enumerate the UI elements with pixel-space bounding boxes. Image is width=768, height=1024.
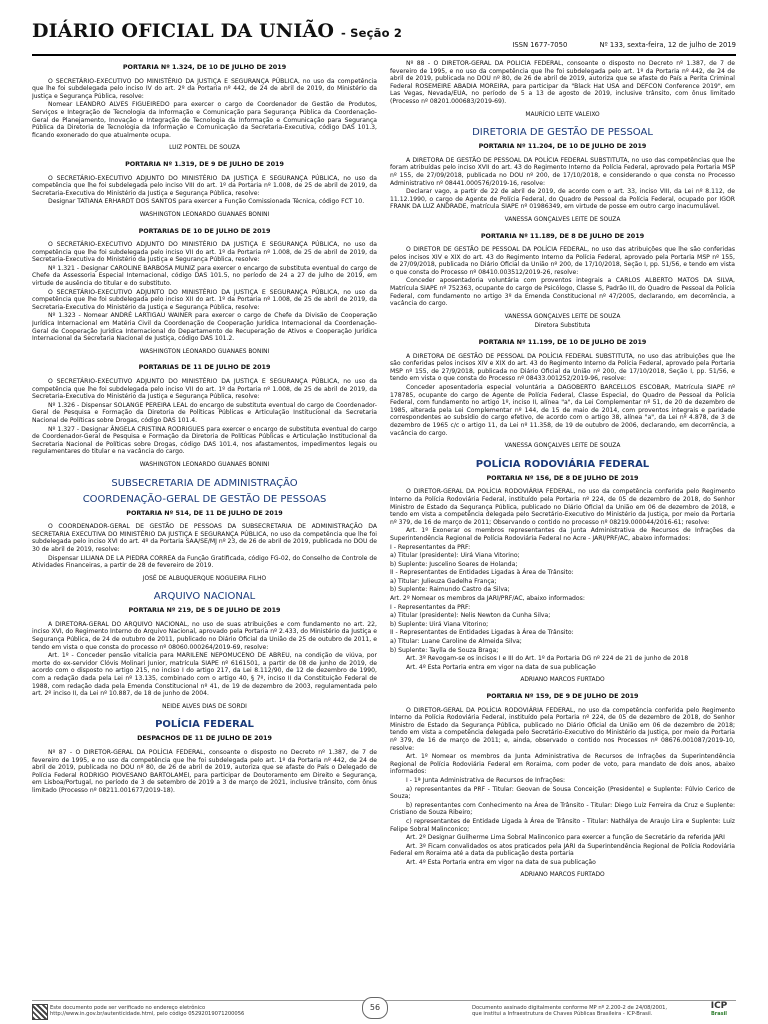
signature-note xyxy=(472,1005,692,1017)
paragraph: O DIRETOR DE GESTÃO DE PESSOAL DA POLÍCIA FEDERAL, no uso das atribuições que lhe são conferidas pelos incisos XIV e XIX do art. 43 do Regimento Interno da Polícia Federal, aprovado pela Portaria MSP nº 155, de 27/09/2018, publicada no Diário Oficial da União nº 200, de 17/10/2018, Seção I, pp. 51/56, e tendo em vista o que consta do Processo nº 08410.003512/2019-26, resolve: xyxy=(390,246,735,276)
icp-logo-text: ICP xyxy=(710,1001,728,1011)
list-line: b) Suplente: Taylla de Souza Braga; xyxy=(390,646,499,654)
left-column xyxy=(32,60,377,995)
edition-label: Nº 133, sexta-feira, 12 de julho de 2019 xyxy=(599,41,736,49)
paragraph: O DIRETOR-GERAL DA POLÍCIA RODOVIÁRIA FEDERAL, no uso da competência conferida pelo Regimento Interno da Polícia Rodoviária Federal, instituído pela Portaria nº 224, de 05 de dezembro de 2018, do Senhor Ministro de Estado da Segurança Pública, publicado no Diário Oficial da União em 06 de dezembro de 2018, e tendo em vista a competência delegada pelo Secretário-Executivo do Ministério da Justiça, por meio da Portaria nº 379, de 16 de março de 2011; Observando o contido no processo nº 08219.000044/2016-61; resolve: xyxy=(390,488,735,526)
paragraph: O SECRETÁRIO-EXECUTIVO ADJUNTO DO MINISTÉRIO DA JUSTIÇA E SEGURANÇA PÚBLICA, no uso da competência que lhe foi subdelegada pelo inciso VIII do art. 1º da Portaria nº 1.008, de 25 de abril de 2019, da Secretaria-Executiva do Ministério da Justiça e Segurança Pública, resolve: xyxy=(32,174,377,197)
paragraph: Art. 2º Designar Guilherme Lima Sobral Malinconico para exercer a função de Secretário da referida JARI xyxy=(406,834,725,842)
paragraph: O SECRETÁRIO-EXECUTIVO ADJUNTO DO MINISTÉRIO DA JUSTIÇA E SEGURANÇA PÚBLICA, no uso da competência que lhe foi subdelegada pelo inciso XII do art. 1º da Portaria nº 1.008, de 25 de abril de 2019, da Secretaria-Executiva do Ministério da Justiça e Segurança Pública, resolve: xyxy=(32,288,377,311)
act-title: PORTARIAS DE 11 DE JULHO DE 2019 xyxy=(138,363,271,372)
act-title: DESPACHOS DE 11 DE JULHO DE 2019 xyxy=(137,734,272,743)
paragraph: Art. 1º - Conceder pensão vitalícia para MARILENE NEPOMUCENO DE ABREU, na condição de viúva, por morte do ex-servidor Clóvis Molinari Junior, matrícula SIAPE nº 6161501, a partir de 08 de junho de 2019, de acordo com o disposto no artigo 215, no inciso I do artigo 217, da Lei 8.112/90, de 12 de dezembro de 1990, com a redação dada pela Lei nº 13.135, combinado com o artigo 40, § 7º, inciso II da Constituição Federal de 1988, com redação dada pela Emenda Constitucional nº 41, de 19 de dezembro de 2003, regulamentada pelo art. 2º inciso II, da Lei nº 10.887, de 18 de junho de 2004. xyxy=(32,652,377,698)
list-line: b) Suplente: Juscelino Soares de Holanda; xyxy=(390,560,518,568)
organ-heading: DIRETORIA DE GESTÃO DE PESSOAL xyxy=(472,127,653,139)
qr-code-icon xyxy=(32,1004,48,1020)
list-line: Art. 2º Nomear os membros da JARI/PRF/AC, abaixo informados: xyxy=(390,595,585,603)
paragraph: Nº 87 - O DIRETOR-GERAL DA POLÍCIA FEDERAL, consoante o disposto no Decreto nº 1.387, de 7 de fevereiro de 1995, e no uso da competência que lhe foi subdelegada pelo art. 1º da Portaria nº 442, de 24 de abril de 2019, publicada no DOU nº 80, de 26 de abril de 2019, autoriza que se afaste do País o Delegado de Polícia Federal RODRIGO PIOVESANO BARTOLAMEI, para participar de Doutoramento em Direito e Segurança, em Lisboa/Portugal, no período de 3 de setembro de 2019 a 3 de março de 2021, inclusive trânsito, com ônus limitado (Processo nº 08211.001677/2019-18). xyxy=(32,749,377,794)
signature: WASHINGTON LEONARDO GUANAES BONINI xyxy=(139,348,270,355)
list-line: b) Suplente: Uirá Viana Vitorino; xyxy=(390,620,489,628)
organ-heading: SUBSECRETARIA DE ADMINISTRAÇÃO xyxy=(111,477,298,489)
list-line: a) Titular: Julieuza Gadelha França; xyxy=(390,577,497,585)
paragraph: O SECRETÁRIO-EXECUTIVO DO MINISTÉRIO DA JUSTIÇA E SEGURANÇA PÚBLICA, no uso da competência que lhe foi subdelegada pelo inciso IV do art. 2º da Portaria nº 442, de 24 de abril de 2019, do Ministério da Justiça e Segurança Pública, resolve: xyxy=(32,77,377,100)
signature-role: Diretora Substituta xyxy=(534,323,591,330)
list-line: a) Titular: Luane Caroline de Almeida Silva; xyxy=(390,638,522,646)
paragraph: Art. 1º Nomear os membros da Junta Administrativa de Recursos de Infrações da Superintendência Regional de Polícia Rodoviária Federal em Roraima, com poder de voto, para mandato de dois anos, abaixo informados: xyxy=(390,753,735,776)
act-title: PORTARIA Nº 156, DE 8 DE JULHO DE 2019 xyxy=(486,473,639,482)
newspaper-title: DIÁRIO OFICIAL DA UNIÃO xyxy=(32,20,335,42)
paragraph: a) representantes da PRF - Titular: Geovan de Sousa Conceição (Presidente) e Suplente: Fúlvio Cerico de Souza; xyxy=(390,785,735,801)
header-meta xyxy=(482,42,736,50)
paragraph: Nº 1.321 - Designar CAROLINE BARBOSA MUNIZ para exercer o encargo de substituta eventual do cargo de Chefe da Assessoria Especial Internacional, código DAS 101.5, no período de 24 a 27 de julho de 2019, em virtude de ausência do titular e do substituto. xyxy=(32,264,377,288)
paragraph: b) representantes com Conhecimento na Área de Trânsito - Titular: Diego Luiz Ferreira da Cruz e Suplente: Cristiano de Souza Ribeiro; xyxy=(390,801,735,817)
paragraph: Dispensar LILIANA DE LA PIEDRA CORREA da Função Gratificada, código FG-02, do Conselho de Controle de Atividades Financeiras, a partir de 28 de fevereiro de 2019. xyxy=(32,554,377,570)
paragraph: Nº 1.326 - Dispensar SOLANGE PEREIRA LEAL do encargo de substituta eventual do cargo de Coordenador-Geral de Pesquisa e Formação da Diretoria de Políticas Públicas e Articulação Institucional da Secretaria Nacional de Políticas sobre Drogas, código DAS 101.4. xyxy=(32,401,377,424)
paragraph: Art. 3º Revogam-se os incisos I e III do Art. 1º da Portaria DG nº 224 de 21 de junho de 2018 xyxy=(406,655,689,663)
right-column xyxy=(390,60,735,995)
signature: LUIZ PONTEL DE SOUZA xyxy=(169,145,240,152)
signature: ADRIANO MARCOS FURTADO xyxy=(520,872,605,879)
verification-link[interactable]: http://www.in.gov.br/autenticidade.html, pelo código 05292019071200056 xyxy=(50,1011,245,1018)
issn-label: ISSN 1677-7050 xyxy=(512,41,568,49)
organ-heading: POLÍCIA FEDERAL xyxy=(155,719,254,731)
signature: VANESSA GONÇALVES LEITE DE SOUZA xyxy=(504,443,621,450)
section-label: - Seção 2 xyxy=(340,26,403,40)
act-title: PORTARIA Nº 514, DE 11 DE JULHO DE 2019 xyxy=(126,508,283,517)
paragraph: Designar TATIANA ERHARDT DOS SANTOS para exercer a Função Comissionada Técnica, código FCT 10. xyxy=(48,198,365,206)
verification-note xyxy=(50,1005,270,1017)
signature: NEIDE ALVES DIAS DE SORDI xyxy=(162,703,247,710)
paragraph: Nomear LEANDRO ALVES FIGUEIREDO para exercer o cargo de Coordenador de Gestão de Produtos, Serviços e Integração de Tecnologia da Informação e Comunicação para Segurança Pública da Coordenação-Geral de Planejamento, Inovação e Integração de Tecnologia da Informação e Comunicação para Segurança Pública da Diretoria de Tecnologia da Informação e Comunicação da Secretaria-Executiva, código DAS 101.3, ficando exonerado do que atualmente ocupa. xyxy=(32,101,377,139)
list-line: II - Representantes de Entidades Ligadas à Área de Trânsito: xyxy=(390,629,574,637)
signature: WASHINGTON LEONARDO GUANAES BONINI xyxy=(139,461,270,468)
paragraph: Conceder aposentadoria voluntária com proventos integrais a CARLOS ALBERTO MATOS DA SILVA, Matrícula SIAPE nº 752363, ocupante do cargo de Psicólogo, Classe S, Padrão III, do Quadro de Pessoal da Polícia Federal, com fundamento no artigo 3º da Emenda Constitucional nº 47/2005, declarando, em decorrência, a vacância do cargo. xyxy=(390,277,735,308)
act-title: PORTARIA Nº 11.204, DE 10 DE JULHO DE 2019 xyxy=(478,142,647,151)
list-line: a) Titular (presidente): Nelis Newton da Cunha Silva; xyxy=(390,612,551,620)
act-title: PORTARIAS DE 10 DE JULHO DE 2019 xyxy=(138,226,271,235)
paragraph: I - 1ª Junta Administrativa de Recursos de Infrações: xyxy=(406,776,566,784)
icp-logo-subtext: Brasil xyxy=(710,1011,728,1017)
list-line: I - Representantes da PRF: xyxy=(390,543,471,551)
signature: JOSÉ DE ALBUQUERQUE NOGUEIRA FILHO xyxy=(142,575,267,582)
signature: VANESSA GONÇALVES LEITE DE SOUZA xyxy=(504,313,621,320)
organ-heading: ARQUIVO NACIONAL xyxy=(153,591,256,603)
verification-line-1: Este documento pode ser verificado no endereço eletrônico xyxy=(50,1005,206,1011)
header-rule xyxy=(32,54,736,56)
act-title: PORTARIA Nº 159, DE 9 DE JULHO DE 2019 xyxy=(486,692,639,700)
paragraph: O COORDENADOR-GERAL DE GESTÃO DE PESSOAS DA SUBSECRETARIA DE ADMINISTRAÇÃO DA SECRETARIA EXECUTIVA DO MINISTÉRIO DA JUSTIÇA E SEGURANÇA PÚBLICA, no uso da competência que lhe foi subdelegada pelo inciso XVI do art. 4º da Portaria SAA/SE/MJ nº 23, de 26 de abril de 2019, publicada no DOU de 30 de abril de 2019, resolve: xyxy=(32,523,377,553)
list-line: a) Titular (presidente): Uirá Viana Vitorino; xyxy=(390,552,520,560)
act-title: PORTARIA Nº 1.319, DE 9 DE JULHO DE 2019 xyxy=(125,159,284,168)
paragraph: Art. 4º Esta Portaria entra em vigor na data de sua publicação xyxy=(406,663,596,671)
signature-line-1: Documento assinado digitalmente conforme MP nº 2.200-2 de 24/08/2001, xyxy=(472,1005,668,1011)
page-header xyxy=(32,6,736,49)
paragraph: Nº 88 - O DIRETOR-GERAL DA POLÍCIA FEDERAL, consoante o disposto no Decreto nº 1.387, de 7 de fevereiro de 1995, e no uso da competência que lhe foi subdelegada pelo art. 1º da Portaria nº 442, de 24 de abril de 2019, publicada no DOU nº 80, de 26 de abril de 2019, autoriza que se afaste do País a Perita Criminal Federal ROSEMEIRE ABADIA MOREIRA, para participar da "Black Hat USA and DEFCON Conference 2019", em Las Vegas, Nevada/EUA, no período de 5 a 13 de agosto de 2019, inclusive trânsito, com ônus limitado (Processo nº 08201.000683/2019-69). xyxy=(390,60,735,105)
paragraph: Nº 1.327 - Designar ÂNGELA CRISTINA RODRIGUES para exercer o encargo de substituta eventual do cargo de Coordenador-Geral de Pesquisa e Formação da Diretoria de Políticas Públicas e Articulação Institucional da Secretaria Nacional de Políticas sobre Drogas, código DAS 101.4, nos afastamentos, impedimentos legais ou regulamentares do titular e na vacância do cargo. xyxy=(32,425,377,456)
paragraph: Art. 4º Esta Portaria entra em vigor na data de sua publicação xyxy=(406,858,596,866)
paragraph: O DIRETOR-GERAL DA POLÍCIA RODOVIÁRIA FEDERAL, no uso da competência conferida pelo Regimento Interno da Polícia Rodoviária Federal, instituído pela Portaria nº 224, de 05 de dezembro de 2018, do Senhor Ministro de Estado da Segurança Pública, publicado no Diário Oficial da União em 06 de dezembro de 2018; tendo em vista a competência delegada pelo Secretário-Executivo do Ministério da Justiça, por meio da Portaria nº 379, de 16 de março de 2011; e, ainda, observado o contido nos Processos nº 08676.001087/2019-10, resolve: xyxy=(390,706,735,752)
list-line: II - Representantes de Entidades Ligadas à Área de Trânsito: xyxy=(390,569,574,577)
paragraph: A DIRETORA DE GESTÃO DE PESSOAL DA POLÍCIA FEDERAL SUBSTITUTA, no uso das competências que lhe foram atribuídas pelo inciso XVII do art. 43 do Regimento Interno da Polícia Federal, aprovado pela Portaria MSP nº 155, de 27/09/2018, publicada no DOU nº 200, de 17/10/2018, e considerando o que consta no Processo Administrativo nº 08441.000576/2019-16, resolve: xyxy=(390,156,735,187)
signature: ADRIANO MARCOS FURTADO xyxy=(520,677,605,684)
act-title: PORTARIA Nº 1.324, DE 10 DE JULHO DE 2019 xyxy=(122,63,287,71)
page-footer xyxy=(32,1000,736,1021)
signature: VANESSA GONÇALVES LEITE DE SOUZA xyxy=(504,216,621,223)
paragraph: Art. 1º Exonerar os membros representantes da Junta Administrativa de Recursos de Infrações da Superintendência Regional de Polícia Rodoviária Federal no Acre - JARI/PRF/AC, abaixo informados: xyxy=(390,527,735,542)
paragraph: Conceder aposentadoria especial voluntária a DAGOBERTO BARCELLOS ESCOBAR, Matrícula SIAPE nº 178785, ocupante do cargo de Agente de Polícia Federal, Classe Especial, do Quadro de Pessoal da Polícia Federal, com fundamento no artigo 1º, inciso II, alínea "a", da Lei Complementar nº 51, de 20 de dezembro de 1985, alterada pela Lei Complementar nº 144, de 15 de maio de 2014, com proventos integrais e paridade correspondentes ao subsídio do cargo efetivo, de acordo com o artigo 38, alínea "a", da Lei nº 4.878, de 3 de dezembro de 1965 c/c o artigo 11, da Lei nº 11.358, de 19 de outubro de 2006, declarando, em decorrência, a vacância do cargo. xyxy=(390,384,735,437)
act-title: PORTARIA Nº 11.199, DE 10 DE JULHO DE 2019 xyxy=(478,338,647,347)
icp-brasil-logo xyxy=(702,1002,736,1020)
paragraph: A DIRETORA-GERAL DO ARQUIVO NACIONAL, no uso de suas atribuições e com fundamento no art. 22, inciso XVI, do Regimento Interno do Arquivo Nacional, aprovado pela Portaria nº 2.433, do Ministério da Justiça e Segurança Pública, de 24 de outubro de 2011, publicado no Diário Oficial da União de 25 de outubro de 2011, e tendo em vista o que consta do processo nº 08060.000264/2019-69, resolve: xyxy=(32,620,377,651)
signature: MAURÍCIO LEITE VALEIXO xyxy=(525,111,600,118)
paragraph: c) representantes de Entidade Ligada à Área de Trânsito - Titular: Nathálya de Araujo Lira e Suplente: Luiz Felipe Sobral Malinconico; xyxy=(390,817,735,833)
act-title: PORTARIA Nº 219, DE 5 DE JULHO DE 2019 xyxy=(128,606,281,615)
signature: WASHINGTON LEONARDO GUANAES BONINI xyxy=(139,211,270,218)
act-title: PORTARIA Nº 11.189, DE 8 DE JULHO DE 2019 xyxy=(480,231,645,240)
paragraph: O SECRETÁRIO-EXECUTIVO ADJUNTO DO MINISTÉRIO DA JUSTIÇA E SEGURANÇA PÚBLICA, no uso da competência que lhe foi subdelegada pelo inciso VII do art. 1º da Portaria nº 1.008, de 25 de abril de 2019, da Secretaria-Executiva do Ministério da Justiça e Segurança Pública, resolve: xyxy=(32,241,377,264)
paragraph: Nº 1.323 - Nomear ANDRÉ LARTIGAU WAINER para exercer o cargo de Chefe da Divisão de Cooperação Jurídica Internacional em Matéria Civil da Coordenação de Cooperação Jurídica Internacional da Coordenação-Geral de Cooperação Jurídica Internacional do Departamento de Recuperação de Ativos e Cooperação Jurídica Internacional da Secretaria Nacional de Justiça, código DAS 101.2. xyxy=(32,312,377,343)
paragraph: A DIRETORA DE GESTÃO DE PESSOAL DA POLÍCIA FEDERAL SUBSTITUTA, no uso das atribuições que lhe são conferidas pelos incisos XIV e XIX do art. 43 do Regimento Interno da Polícia Federal, aprovado pela Portaria MSP nº 155, de 27/9/2018, publicada no Diário Oficial da União nº 200, de 17/10/2018, Seção I, pp. 51/56, e tendo em vista o que consta do Processo nº 08433.001252/2019-96, resolve: xyxy=(390,352,735,383)
paragraph: Art. 3º Ficam convalidados os atos praticados pela JARI da Superintendência Regional de Polícia Rodoviária Federal em Roraima até a data da publicação desta portaria xyxy=(390,842,735,858)
list-line: b) Suplente: Raimundo Castro da Silva; xyxy=(390,586,510,594)
paragraph: O SECRETÁRIO-EXECUTIVO ADJUNTO DO MINISTÉRIO DA JUSTIÇA E SEGURANÇA PÚBLICA, no uso da competência que lhe foi subdelegada pelo inciso VII do art. 1º da Portaria nº 1.008, de 25 de abril de 2019, da Secretaria-Executiva do Ministério da Justiça e Segurança Pública, resolve: xyxy=(32,378,377,401)
organ-heading: COORDENAÇÃO-GERAL DE GESTÃO DE PESSOAS xyxy=(82,493,327,505)
list-line: I - Representantes da PRF: xyxy=(390,603,471,611)
page-number: 56 xyxy=(362,997,388,1019)
signature-line-2: que institui a Infraestrutura de Chaves Públicas Brasileira - ICP-Brasil. xyxy=(472,1011,653,1018)
organ-heading: POLÍCIA RODOVIÁRIA FEDERAL xyxy=(475,458,650,470)
masthead xyxy=(32,20,403,42)
paragraph: Declarar vago, a partir de 22 de abril de 2019, de acordo com o art. 33, inciso VIII, da Lei nº 8.112, de 11.12.1990, o cargo de Agente de Polícia Federal, do Quadro de Pessoal da Polícia Federal, ocupado por IGOR FRANK DA LUZ ANDRADE, matrícula SIAPE nº 01986349, em virtude de posse em outro cargo inacumulável. xyxy=(390,188,735,211)
